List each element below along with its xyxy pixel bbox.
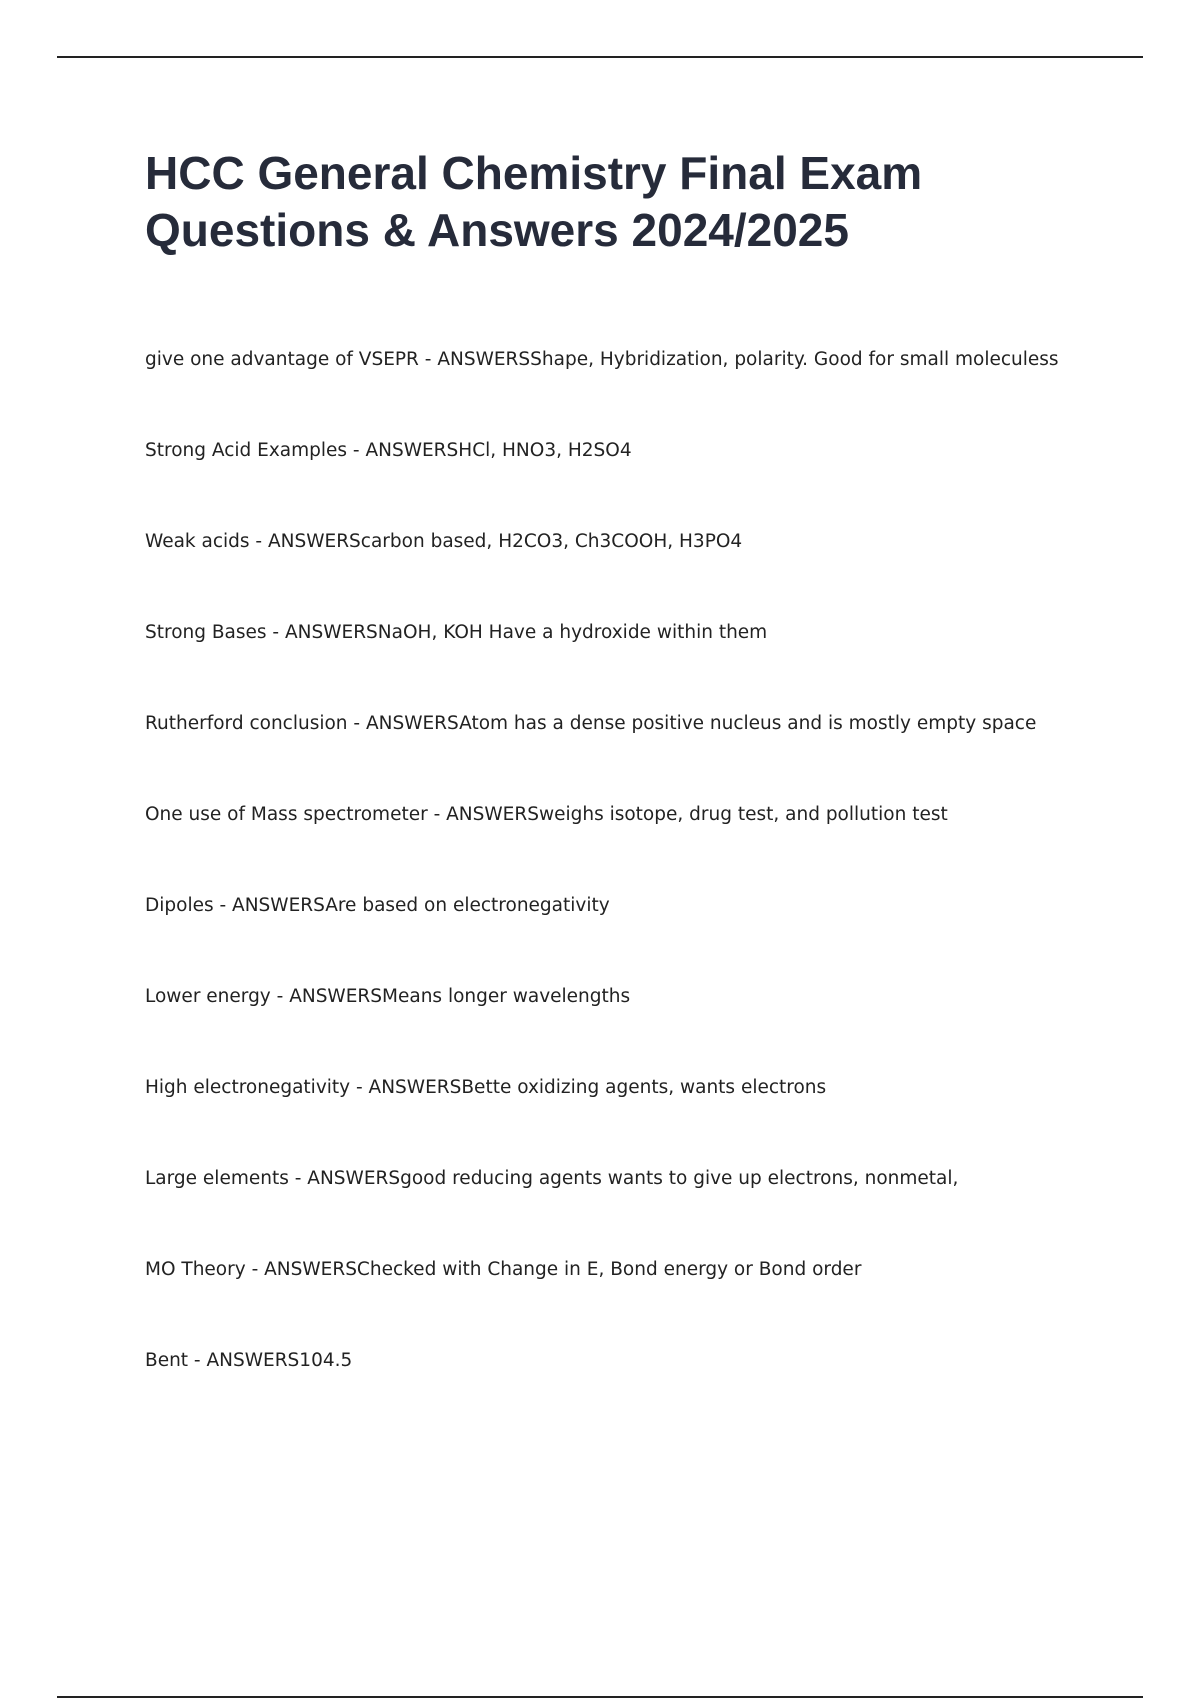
bottom-divider xyxy=(57,1696,1143,1698)
qa-item: Rutherford conclusion - ANSWERSAtom has a dense positive nucleus and is mostly empty space xyxy=(145,713,1037,734)
qa-item: High electronegativity - ANSWERSBette oxidizing agents, wants electrons xyxy=(145,1077,827,1098)
top-divider xyxy=(57,56,1143,58)
qa-item: Dipoles - ANSWERSAre based on electronegativity xyxy=(145,895,610,916)
qa-item: Large elements - ANSWERSgood reducing agents wants to give up electrons, nonmetal, xyxy=(145,1168,959,1189)
qa-item: Strong Acid Examples - ANSWERSHCl, HNO3, H2SO4 xyxy=(145,440,632,461)
qa-item: One use of Mass spectrometer - ANSWERSweighs isotope, drug test, and pollution test xyxy=(145,804,948,825)
qa-item: Bent - ANSWERS104.5 xyxy=(145,1350,353,1371)
qa-item: Weak acids - ANSWERScarbon based, H2CO3, Ch3COOH, H3PO4 xyxy=(145,531,743,552)
qa-item: Lower energy - ANSWERSMeans longer wavelengths xyxy=(145,986,631,1007)
document-title: HCC General Chemistry Final Exam Questions & Answers 2024/2025 xyxy=(145,147,923,256)
qa-list xyxy=(145,340,1125,1432)
qa-item: give one advantage of VSEPR - ANSWERSShape, Hybridization, polarity. Good for small moleculess xyxy=(145,349,1059,370)
qa-item: MO Theory - ANSWERSChecked with Change in E, Bond energy or Bond order xyxy=(145,1259,862,1280)
qa-item: Strong Bases - ANSWERSNaOH, KOH Have a hydroxide within them xyxy=(145,622,768,643)
